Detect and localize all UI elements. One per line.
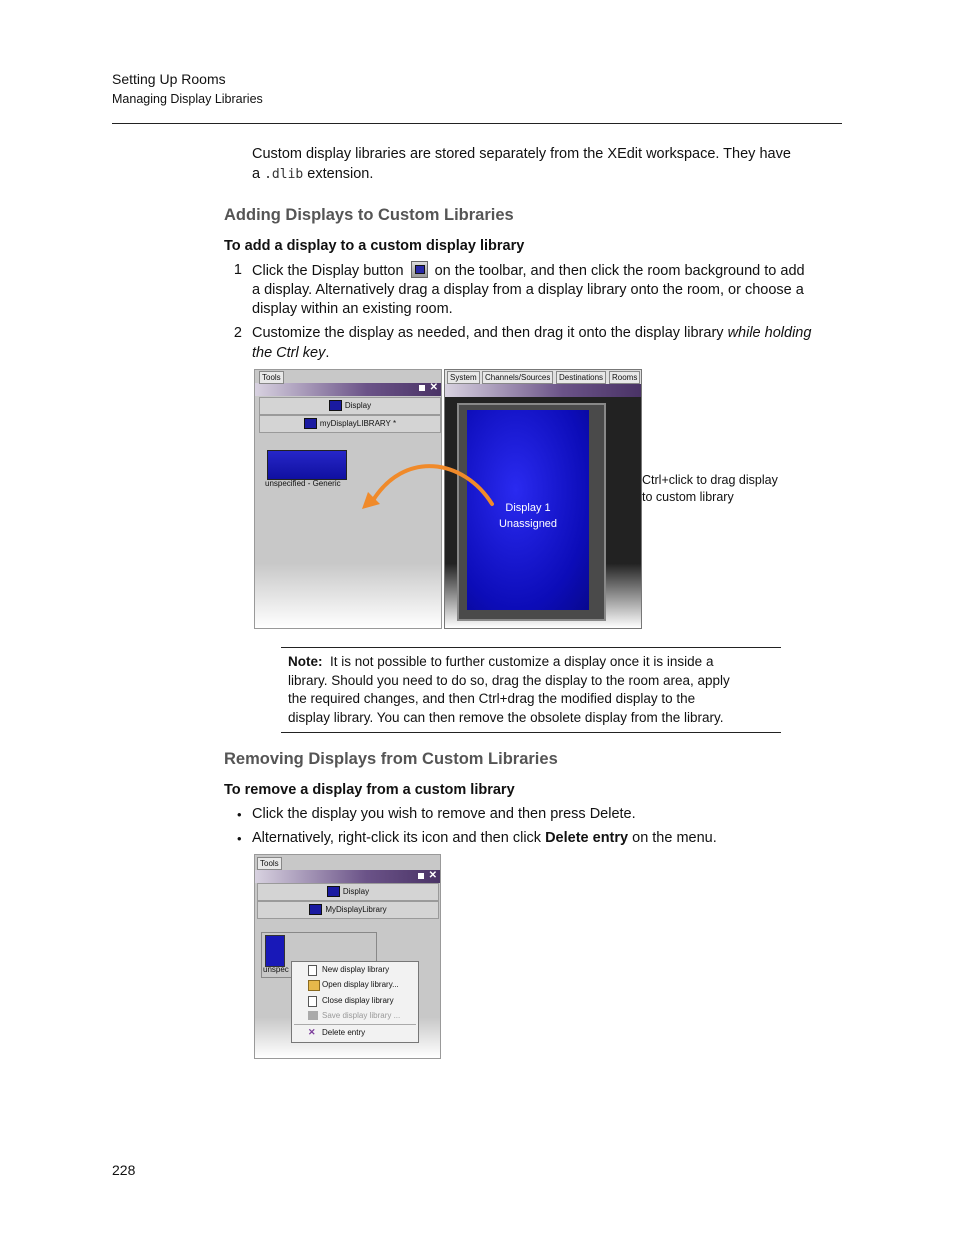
- menu-open-library-label: Open display library...: [322, 980, 399, 989]
- callout-text: [642, 472, 778, 505]
- library-button[interactable]: [257, 901, 439, 919]
- library-button-label: myDisplayLIBRARY *: [319, 419, 397, 428]
- thumbnail-caption: unspec: [263, 965, 289, 974]
- display-button[interactable]: [257, 883, 439, 901]
- step-2-line-2: [252, 344, 329, 364]
- menu-new-library[interactable]: [292, 962, 418, 977]
- display-name: Display 1: [505, 502, 551, 514]
- tools-tab[interactable]: Tools: [259, 371, 284, 384]
- menu-save-library-label: Save display library ...: [322, 1011, 401, 1020]
- menu-new-library-label: New display library: [322, 965, 390, 974]
- note-content: [288, 653, 778, 727]
- menu-close-library-label: Close display library: [322, 996, 394, 1005]
- intro-prefix: a: [252, 166, 261, 182]
- tab-system[interactable]: System: [447, 371, 480, 384]
- tab-destinations[interactable]: Destinations: [556, 371, 606, 384]
- menu-save-library[interactable]: [292, 1008, 418, 1023]
- removing-procedure-title: To remove a display from a custom library: [224, 782, 515, 798]
- display-button-label: Display: [344, 401, 372, 410]
- bullet-1-marker: •: [237, 807, 242, 822]
- delete-x-icon: ✕: [308, 1027, 316, 1037]
- monitor-icon: [309, 904, 322, 915]
- note-line-2: library. Should you need to do so, drag the display to the room area, apply: [288, 672, 730, 688]
- note-box: [281, 647, 781, 733]
- bullet-2-text-b: on the menu.: [632, 830, 717, 846]
- bullet-1-text: Click the display you wish to remove and then press Delete.: [252, 806, 636, 822]
- running-header-chapter: Setting Up Rooms: [112, 71, 226, 87]
- monitor-icon: [329, 400, 342, 411]
- restore-icon[interactable]: [418, 873, 424, 879]
- callout-line-2: to custom library: [642, 489, 734, 504]
- bullet-2-bold: Delete entry: [545, 830, 629, 846]
- display-status: Unassigned: [498, 518, 558, 530]
- library-button[interactable]: [259, 415, 441, 433]
- tools-tab[interactable]: Tools: [257, 857, 282, 870]
- intro-line-2: [252, 165, 373, 185]
- monitor-icon: [304, 418, 317, 429]
- context-menu: [291, 961, 419, 1043]
- removing-heading: Removing Displays from Custom Libraries: [224, 750, 558, 768]
- adding-heading: Adding Displays to Custom Libraries: [224, 206, 514, 224]
- monitor-icon: [327, 886, 340, 897]
- bullet-2-text-a: Alternatively, right-click its icon and then click: [252, 830, 542, 846]
- tab-channels-sources[interactable]: Channels/Sources: [482, 371, 553, 384]
- panel-titlebar: [255, 383, 441, 396]
- close-icon[interactable]: ✕: [429, 382, 438, 393]
- page-number: 228: [112, 1162, 136, 1178]
- note-label: Note:: [288, 654, 323, 669]
- step-2-italic-a: while holding: [727, 325, 812, 341]
- note-line-4: display library. You can then remove the obsolete display from the library.: [288, 709, 724, 725]
- step-2-line-1: [252, 324, 811, 344]
- screenshot-context-menu: [254, 854, 441, 1059]
- step-1-line-3: display within an existing room.: [252, 301, 453, 317]
- close-icon[interactable]: ✕: [428, 870, 437, 881]
- thumbnail-caption: unspecified - Generic: [265, 479, 341, 488]
- menu-close-library[interactable]: [292, 993, 418, 1008]
- step-1-number: 1: [233, 262, 242, 278]
- step-2-italic-b: the Ctrl key: [252, 345, 326, 361]
- menu-delete-entry-label: Delete entry: [322, 1028, 366, 1037]
- step-2-period: .: [325, 345, 330, 361]
- open-folder-icon: [308, 980, 320, 991]
- new-file-icon: [308, 965, 317, 976]
- room-titlebar: [445, 384, 641, 397]
- screenshot-drag-to-library: [254, 369, 640, 629]
- display-thumbnail[interactable]: [265, 935, 285, 967]
- menu-delete-entry[interactable]: [292, 1025, 418, 1040]
- bullet-2-text: [252, 829, 717, 849]
- step-1-line-1: [252, 261, 805, 282]
- close-file-icon: [308, 996, 317, 1007]
- step-1-line-2: a display. Alternatively drag a display from a display library onto the room, or choose a: [252, 282, 804, 298]
- step-1-text-a: Click the Display button: [252, 263, 404, 279]
- running-header-section: Managing Display Libraries: [112, 92, 263, 106]
- intro-line-1: Custom display libraries are stored separately from the XEdit workspace. They have: [252, 146, 791, 162]
- extension-code: .dlib: [264, 167, 304, 182]
- menu-open-library[interactable]: [292, 977, 418, 992]
- display-button-icon: [411, 261, 428, 278]
- display-button-label: Display: [342, 887, 370, 896]
- drag-arrow-icon: [354, 454, 504, 524]
- intro-suffix: extension.: [307, 166, 374, 182]
- step-1-text-b: on the toolbar, and then click the room background to add: [434, 263, 805, 279]
- save-icon: [308, 1011, 318, 1020]
- panel-titlebar: [255, 870, 440, 883]
- note-line-1: It is not possible to further customize a display once it is inside a: [330, 654, 714, 669]
- bullet-2-marker: •: [237, 831, 242, 846]
- restore-icon[interactable]: [419, 385, 425, 391]
- step-2-text-a: Customize the display as needed, and then drag it onto the display library: [252, 325, 724, 341]
- library-button-label: MyDisplayLibrary: [325, 905, 387, 914]
- tab-rooms[interactable]: Rooms: [609, 371, 640, 384]
- header-rule: [112, 123, 842, 124]
- callout-line-1: Ctrl+click to drag display: [642, 473, 778, 487]
- note-line-3: the required changes, and then Ctrl+drag the modified display to the: [288, 691, 696, 706]
- adding-procedure-title: To add a display to a custom display library: [224, 238, 525, 254]
- step-2-number: 2: [233, 325, 242, 341]
- display-thumbnail[interactable]: [267, 450, 347, 480]
- display-button[interactable]: [259, 397, 441, 415]
